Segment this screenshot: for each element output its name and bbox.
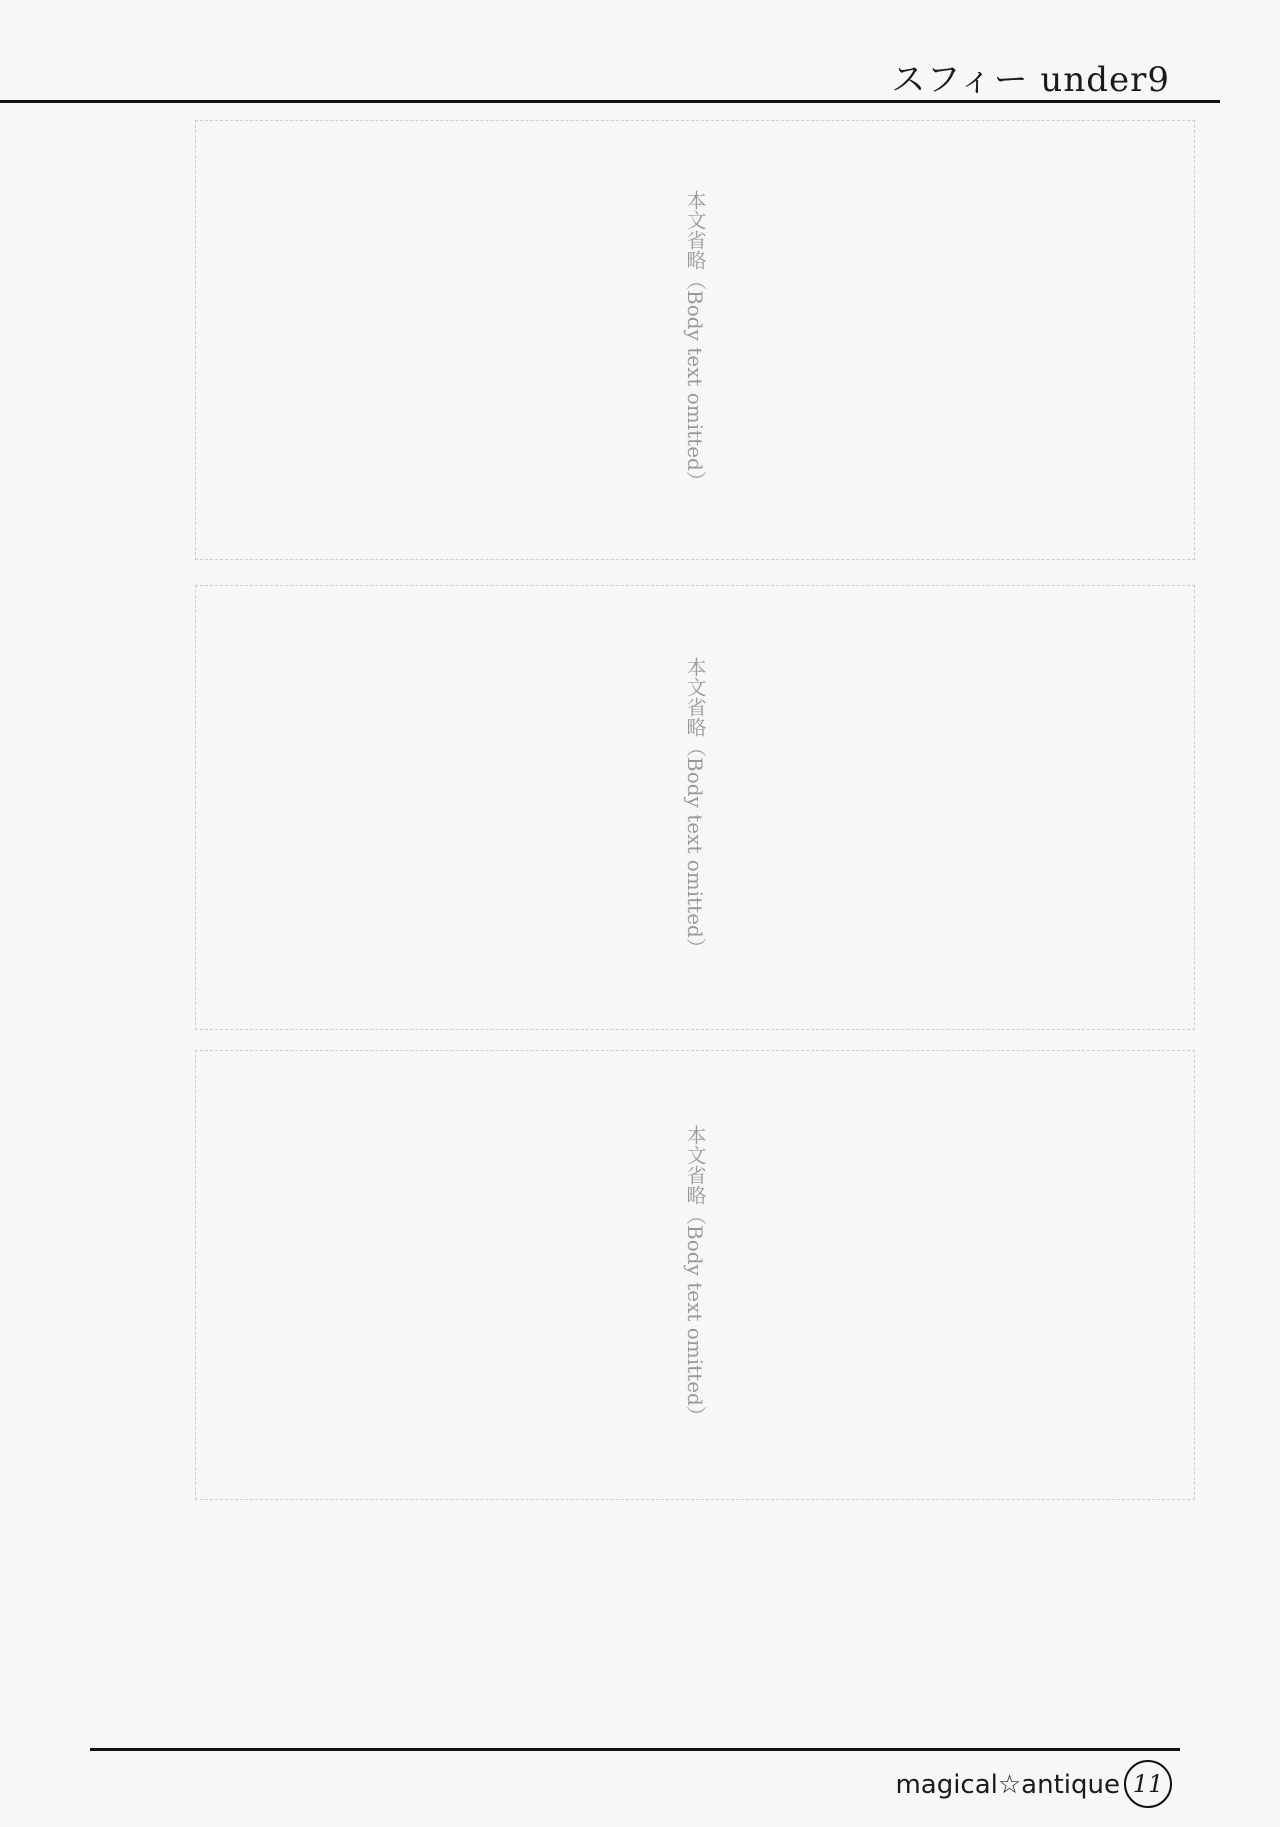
running-header-title: スフィー under9 [891, 60, 1170, 100]
header-rule [0, 100, 1220, 103]
text-column-block-top: 本文省略（Body text omitted） [195, 120, 1195, 560]
text-column-block-middle: 本文省略（Body text omitted） [195, 585, 1195, 1030]
footer-brand: magical☆antique [895, 1770, 1120, 1800]
text-column-block-bottom: 本文省略（Body text omitted） [195, 1050, 1195, 1500]
page-number: 11 [1124, 1760, 1172, 1808]
footer-rule [90, 1748, 1180, 1751]
